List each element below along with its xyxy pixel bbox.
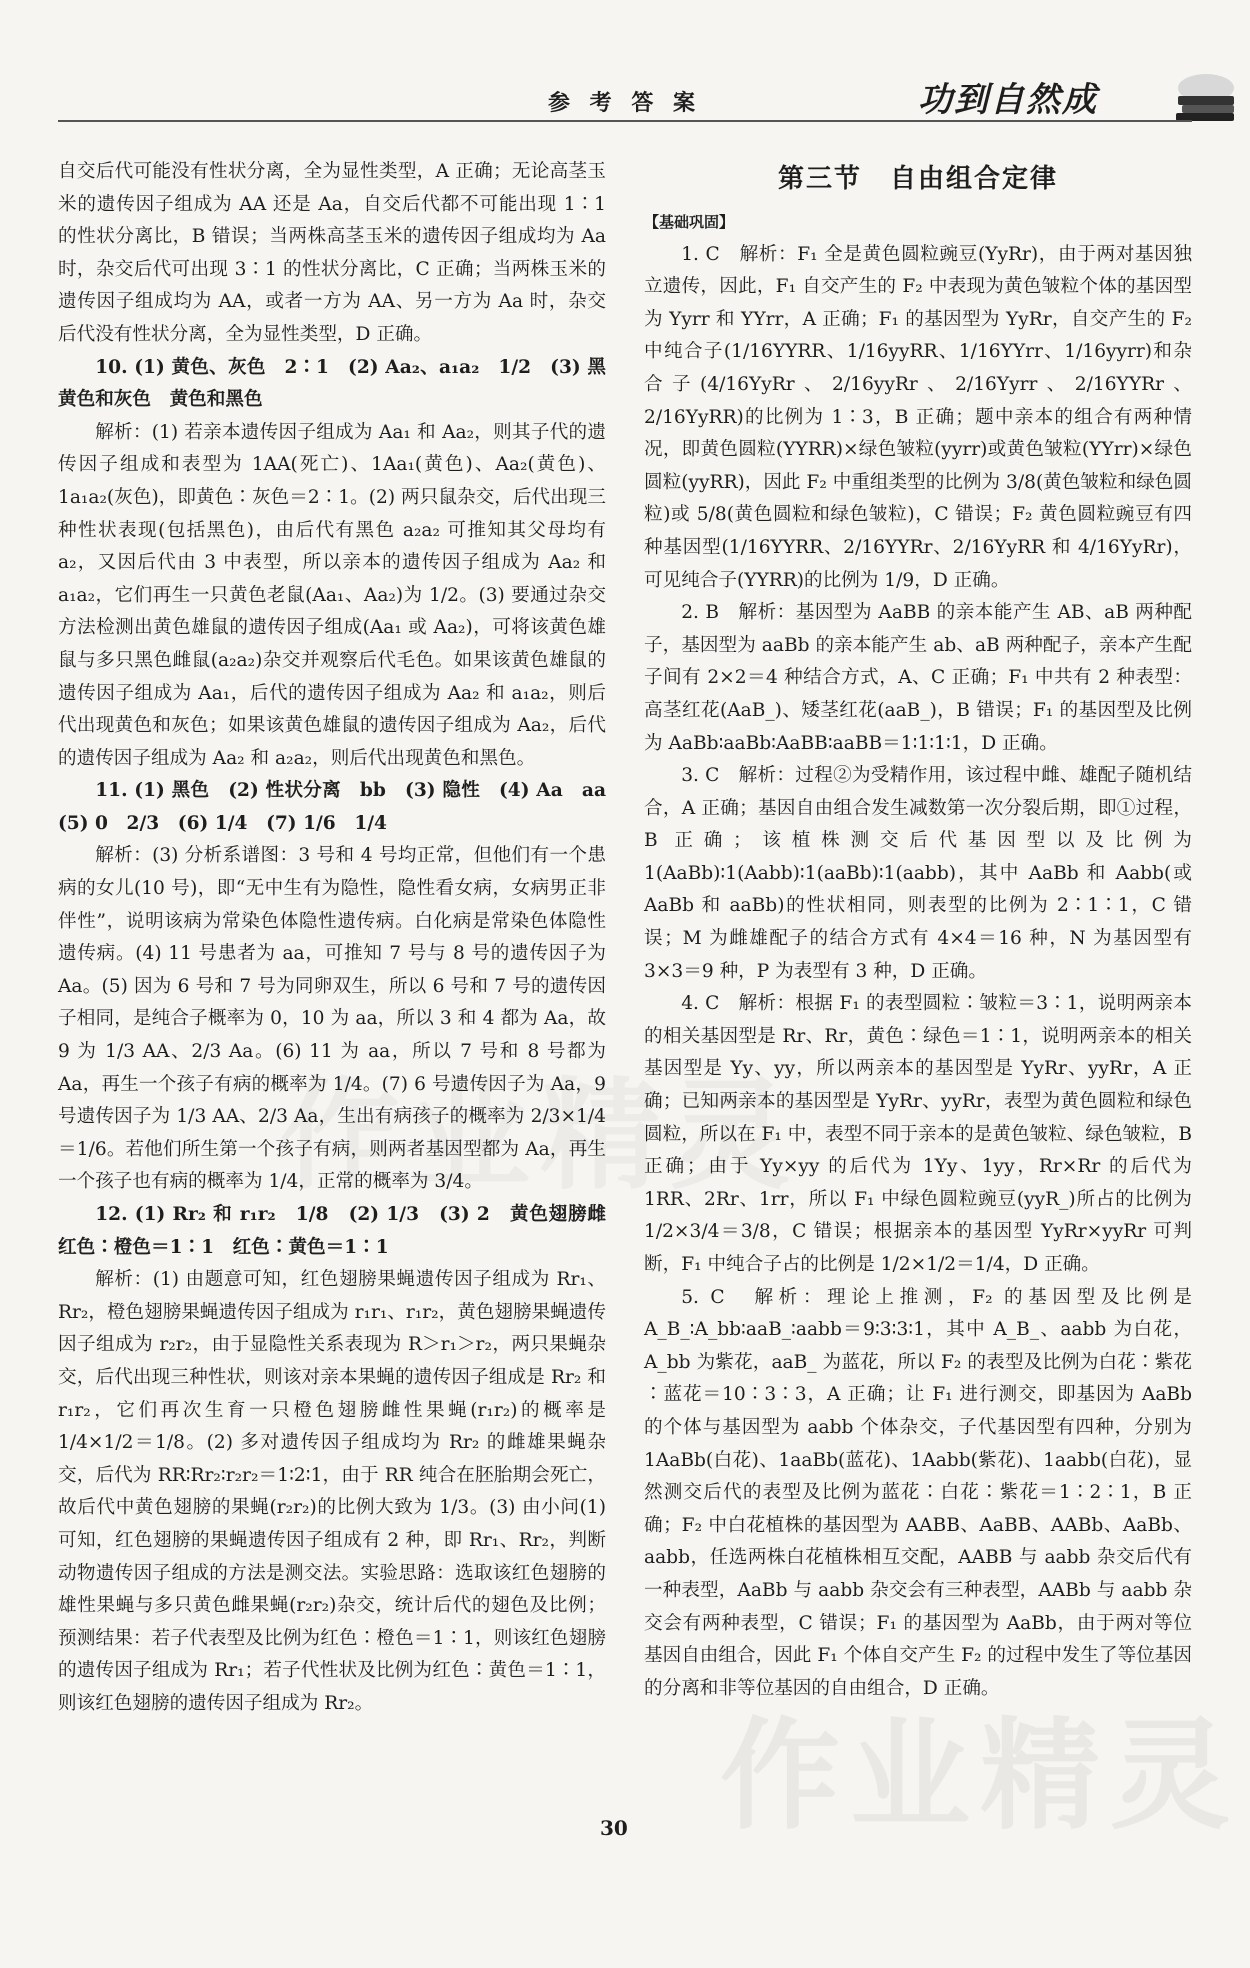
answer-4: 4. C 解析：根据 F₁ 的表型圆粒∶皱粒＝3∶1，说明两亲本的相关基因型是 Rr、Rr，黄色∶绿色＝1∶1，说明两亲本的相关基因型是 Yy、yy，所以两亲本的基因型是 YyRr、yyRr，A 正确；已知两亲本的基因型是 YyRr、yyRr，表型为黄色圆粒和绿色圆粒，所以在 F₁ 中，表型不同于亲本的是黄色皱粒、绿色皱粒，B 正确；由于 Yy×yy 的后代为 1Yy、1yy，Rr×Rr 的后代为 1RR、2Rr、1rr，所以 F₁ 中绿色圆粒豌豆(yyR_)所占的比例为 1/2×3/4＝3/8，C 错误；根据亲本的基因型 YyRr×yyRr 可判断，F₁ 中纯合子占的比例是 1/2×1/2＝1/4，D 正确。 (644, 993, 1192, 1275)
answer-5: 5. C 解析：理论上推测，F₂ 的基因型及比例是 A_B_∶A_bb∶aaB_∶aabb＝9∶3∶3∶1，其中 A_B_、aabb 为白花，A_bb 为紫花，aaB_ 为蓝花，所以 F₂ 的表型及比例为白花∶紫花∶蓝花＝10∶3∶3，A 正确；让 F₁ 进行测交，即基因为 AaBb 的个体与基因型为 aabb 个体杂交，子代基因型有四种，分别为 1AaBb(白花)、1aaBb(蓝花)、1Aabb(紫花)、1aabb(白花)，显然测交后代的表型及比例为蓝花∶白花∶紫花＝1∶2∶1，B 正确；F₂ 中白花植株的基因型为 AABB、AaBB、AABb、AaBb、aabb，任选两株白花植株相互交配，AABB 与 aabb 杂交后代有一种表型，AaBb 与 aabb 杂交会有三种表型，AABb 与 aabb 杂交会有两种表型，C 错误；F₁ 的基因型为 AaBb，由于两对等位基因自由组合，因此 F₁ 个体自交产生 F₂ 的过程中发生了等位基因的分离和非等位基因的自由组合，D 正确。 (644, 1286, 1192, 1699)
brand-logo-text: 功到自然成 (918, 80, 1098, 120)
page-header (58, 72, 1192, 120)
watermark-bottom: 作业精灵 (720, 1707, 1240, 1846)
right-column (644, 156, 1192, 1705)
analysis-10: 解析：(1) 若亲本遗传因子组成为 Aa₁ 和 Aa₂，则其子代的遗传因子组成和表型为 1AA(死亡)、1Aa₁(黄色)、Aa₂(黄色)、1a₁a₂(灰色)，即黄色∶灰色＝2∶1。(2) 两只鼠杂交，后代出现三种性状表现(包括黑色)，由后代有黑色 a₂a₂ 可推知其父母均有 a₂，又因后代由 3 中表型，所以亲本的遗传因子组成为 Aa₂ 和 a₁a₂，它们再生一只黄色老鼠(Aa₁、Aa₂)为 1/2。(3) 要通过杂交方法检测出黄色雄鼠的遗传因子组成(Aa₁ 或 Aa₂)，可将该黄色雄鼠与多只黑色雌鼠(a₂a₂)杂交并观察后代毛色。如果该黄色雄鼠的遗传因子组成为 Aa₁，后代的遗传因子组成为 Aa₂ 和 a₁a₂，则后代出现黄色和灰色；如果该黄色雄鼠的遗传因子组成为 Aa₂，后代的遗传因子组成为 Aa₂ 和 a₂a₂，则后代出现黄色和黑色。 (58, 421, 606, 769)
answer-2: 2. B 解析：基因型为 AaBB 的亲本能产生 AB、aB 两种配子，基因型为 aaBb 的亲本能产生 ab、aB 两种配子，亲本产生配子间有 2×2＝4 种结合方式，A、C 正确；F₁ 中共有 2 种表型：高茎红花(AaB_)、矮茎红花(aaB_)，B 错误；F₁ 的基因型及比例为 AaBb∶aaBb∶AaBB∶aaBB＝1∶1∶1∶1，D 正确。 (644, 602, 1192, 754)
section-title: 第三节 自由组合定律 (777, 164, 1058, 194)
analysis-12: 解析：(1) 由题意可知，红色翅膀果蝇遗传因子组成为 Rr₁、Rr₂，橙色翅膀果蝇遗传因子组成为 r₁r₁、r₁r₂，黄色翅膀果蝇遗传因子组成为 r₂r₂，由于显隐性关系表现为 R＞r₁＞r₂，两只果蝇杂交，后代出现三种性状，则该对亲本果蝇的遗传因子组成是 Rr₂ 和 r₁r₂，它们再次生育一只橙色翅膀雌性果蝇(r₁r₂)的概率是 1/4×1/2＝1/8。(2) 多对遗传因子组成均为 Rr₂ 的雌雄果蝇杂交，后代为 RR∶Rr₂∶r₂r₂＝1∶2∶1，由于 RR 纯合在胚胎期会死亡，故后代中黄色翅膀的果蝇(r₂r₂)的比例大致为 1/3。(3) 由小问(1) 可知，红色翅膀的果蝇遗传因子组成有 2 种，即 Rr₁、Rr₂，判断动物遗传因子组成的方法是测交法。实验思路：选取该红色翅膀的雄性果蝇与多只黄色雌果蝇(r₂r₂)杂交，统计后代的翅色及比例；预测结果：若子代表型及比例为红色∶橙色＝1∶1，则该红色翅膀的遗传因子组成为 Rr₁；若子代性状及比例为红色∶黄色＝1∶1，则该红色翅膀的遗传因子组成为 Rr₂。 (58, 1269, 606, 1714)
answer-11: 11. (1) 黑色 (2) 性状分离 bb (3) 隐性 (4) Aa aa (5) 0 2/3 (6) 1/4 (7) 1/6 1/4 (58, 780, 625, 834)
answer-12: 12. (1) Rr₂ 和 r₁r₂ 1/8 (2) 1/3 (3) 2 黄色翅膀雌 红色∶橙色＝1∶1 红色∶黄色＝1∶1 (58, 1204, 625, 1258)
header-divider (58, 120, 1192, 122)
answer-1: 1. C 解析：F₁ 全是黄色圆粒豌豆(YyRr)，由于两对基因独立遗传，因此，F₁ 自交产生的 F₂ 中表现为黄色皱粒个体的基因型为 Yyrr 和 YYrr，A 正确；F₁ 的基因型为 YyRr，自交产生的 F₂ 中纯合子(1/16YYRR、1/16yyRR、1/16YYrr、1/16yyrr)和杂合子(4/16YyRr、2/16yyRr、2/16Yyrr、2/16YYRr、2/16YyRR)的比例为 1∶3，B 正确；题中亲本的组合有两种情况，即黄色圆粒(YYRR)×绿色皱粒(yyrr)或黄色皱粒(YYrr)×绿色圆粒(yyRR)，因此 F₂ 中重组类型的比例为 3/8(黄色皱粒和绿色圆粒)或 5/8(黄色圆粒和绿色皱粒)，C 错误；F₂ 黄色圆粒豌豆有四种基因型(1/16YYRR、2/16YYRr、2/16YyRR 和 4/16YyRr)，可见纯合子(YYRR)的比例为 1/9，D 正确。 (644, 243, 1192, 591)
analysis-11: 解析：(3) 分析系谱图：3 号和 4 号均正常，但他们有一个患病的女儿(10 号)，即“无中生有为隐性，隐性看女病，女病男正非伴性”，说明该病为常染色体隐性遗传病。白化病是常染色体隐性遗传病。(4) 11 号患者为 aa，可推知 7 号与 8 号的遗传因子为 Aa。(5) 因为 6 号和 7 号为同卵双生，所以 6 号和 7 号的遗传因子相同，是纯合子概率为 0，10 为 aa，所以 3 和 4 都为 Aa，故 9 为 1/3 AA、2/3 Aa。(6) 11 为 aa，所以 7 号和 8 号都为 Aa，再生一个孩子有病的概率为 1/4。(7) 6 号遗传因子为 Aa，9 号遗传因子为 1/3 AA、2/3 Aa，生出有病孩子的概率为 2/3×1/4＝1/6。若他们所生第一个孩子有病，则两者基因型都为 Aa，再生一个孩子也有病的概率为 1/4，正常的概率为 3/4。 (58, 845, 606, 1193)
header-title: 参 考 答 案 (548, 90, 701, 116)
left-column (58, 156, 625, 1721)
answer-paragraph: 自交后代可能没有性状分离，全为显性类型，A 正确；无论高茎玉米的遗传因子组成为 AA 还是 Aa，自交后代都不可能出现 1∶1 的性状分离比，B 错误；当两株高茎玉米的遗传因子组成均为 Aa 时，杂交后代可出现 3∶1 的性状分离比，C 正确；当两株玉米的遗传因子组成均为 AA，或者一方为 AA、另一方为 Aa 时，杂交后代没有性状分离，全为显性类型，D 正确。 (58, 161, 606, 345)
answer-10: 10. (1) 黄色、灰色 2∶1 (2) Aa₂、a₁a₂ 1/2 (3) 黑 黄色和灰色 黄色和黑色 (58, 356, 625, 411)
section-tag: 【基础巩固】 (644, 213, 735, 231)
answer-3: 3. C 解析：过程②为受精作用，该过程中雌、雄配子随机结合，A 正确；基因自由组合发生减数第一次分裂后期，即①过程，B 正确；该植株测交后代基因型以及比例为 1(AaBb)∶1(Aabb)∶1(aaBb)∶1(aabb)，其中 AaBb 和 Aabb(或 AaBb 和 aaBb)的性状相同，则表型的比例为 2∶1∶1，C 错误；M 为雌雄配子的结合方式有 4×4＝16 种，N 为基因型有 3×3＝9 种，P 为表型有 3 种，D 正确。 (644, 765, 1192, 982)
book-stack-icon (1168, 66, 1238, 126)
page-number: 30 (600, 1816, 628, 1840)
watermark-mid (280, 1040, 800, 1212)
